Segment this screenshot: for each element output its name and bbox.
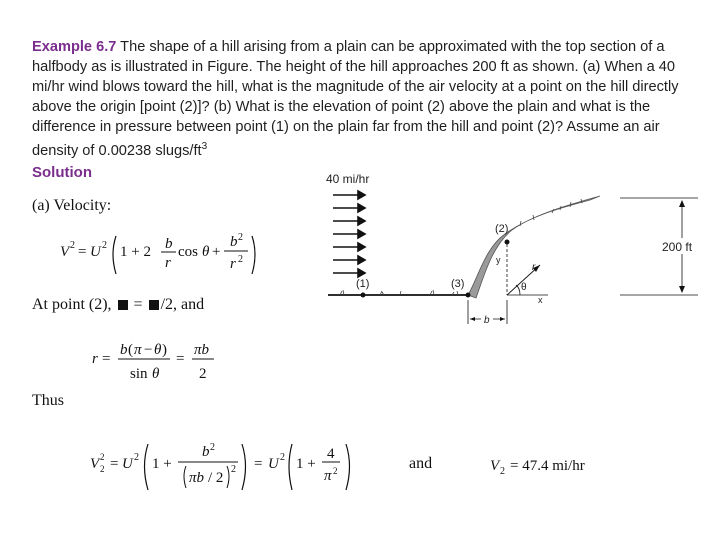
svg-text:= 47.4 mi/hr: = 47.4 mi/hr	[510, 458, 585, 474]
result-equation	[488, 450, 618, 480]
svg-text:4: 4	[327, 446, 335, 462]
x-label: x	[538, 295, 543, 305]
point2-eq: =	[133, 296, 143, 313]
svg-text:θ: θ	[154, 342, 162, 358]
problem-statement	[32, 37, 697, 161]
wind-arrows	[333, 191, 365, 277]
svg-text:=: =	[110, 456, 119, 472]
svg-text:=: =	[176, 351, 185, 367]
y-label: y	[496, 255, 501, 265]
point-2-label: (2)	[495, 223, 509, 235]
theta-label: θ	[521, 282, 527, 293]
svg-text:2: 2	[238, 254, 243, 265]
pi-symbol-icon	[149, 300, 159, 310]
radius-equation	[90, 334, 240, 388]
svg-text:+: +	[212, 244, 221, 260]
svg-text:r: r	[92, 351, 98, 367]
svg-text:2: 2	[231, 464, 236, 475]
svg-text:2: 2	[100, 464, 105, 474]
point2-prefix: At point (2),	[32, 296, 112, 313]
svg-text:2: 2	[500, 466, 505, 477]
svg-text:V: V	[90, 456, 100, 472]
point-1-dot	[361, 293, 366, 298]
and-word: and	[409, 455, 433, 472]
svg-text:=: =	[102, 351, 111, 367]
svg-text:U: U	[268, 456, 279, 472]
svg-text:2: 2	[238, 232, 243, 243]
svg-text:2: 2	[70, 240, 75, 251]
svg-text:b: b	[120, 342, 128, 358]
svg-text:U: U	[122, 456, 133, 472]
svg-text:b: b	[202, 444, 210, 460]
svg-text:θ: θ	[202, 244, 210, 260]
svg-text:πb: πb	[194, 342, 210, 358]
point-1-label: (1)	[356, 278, 370, 290]
point2-line	[32, 296, 204, 314]
theta-symbol-icon	[118, 300, 128, 310]
height-label: 200 ft	[662, 240, 693, 254]
svg-text:2: 2	[210, 442, 215, 453]
wind-label: 40 mi/hr	[326, 172, 370, 186]
r-label: r	[532, 262, 536, 273]
problem-text: The shape of a hill arising from a plain can be approximated with the top section of a halfbody as is illustrated in Figure. The height of the hill approaches 200 ft as shown. (a) When a 40 mi/hr wind blows toward the hill, what is the magnitude of the air velocity at a point on the hill directly above the origin [point (2)]? (b) What is the elevation of point (2) above the plain and what is the difference in pressure between point (1) on the plain far from the hill and point (2)? Assume an air density of 0.00238 slugs/ft	[32, 39, 679, 159]
svg-text:=: =	[254, 456, 263, 472]
part-a-label: (a) Velocity:	[32, 197, 112, 214]
svg-text:2: 2	[333, 466, 338, 476]
svg-text:/ 2: / 2	[208, 470, 224, 486]
svg-text:b: b	[165, 236, 173, 252]
svg-text:=: =	[78, 244, 87, 260]
velocity-equation	[58, 226, 268, 282]
point-3-label: (3)	[451, 278, 465, 290]
svg-text:2: 2	[134, 452, 139, 463]
exponent: 3	[201, 141, 208, 152]
svg-text:πb: πb	[189, 470, 205, 486]
svg-text:b: b	[230, 234, 238, 250]
svg-text:(: (	[128, 342, 133, 358]
svg-text:cos: cos	[178, 244, 198, 260]
svg-text:π: π	[134, 342, 142, 358]
solution-title: Solution	[32, 164, 92, 181]
svg-text:): )	[162, 342, 167, 358]
svg-text:π: π	[324, 468, 332, 484]
svg-text:sin: sin	[130, 366, 148, 382]
point2-suffix: /2, and	[160, 296, 205, 313]
svg-text:2: 2	[199, 366, 207, 382]
svg-text:U: U	[90, 244, 101, 260]
svg-text:V: V	[490, 458, 500, 474]
svg-text:2: 2	[280, 452, 285, 463]
svg-text:V: V	[60, 244, 70, 260]
point-3-dot	[466, 293, 471, 298]
svg-text:1 +: 1 +	[296, 456, 316, 472]
final-equation	[88, 436, 368, 494]
hill-figure	[320, 168, 715, 333]
point-2-dot	[505, 240, 510, 245]
svg-text:θ: θ	[152, 366, 160, 382]
svg-text:1 +: 1 +	[152, 456, 172, 472]
svg-text:r: r	[230, 256, 236, 272]
thus-label: Thus	[32, 392, 64, 409]
svg-text:1 + 2: 1 + 2	[120, 244, 151, 260]
svg-text:−: −	[144, 342, 153, 358]
example-label: Example 6.7	[32, 39, 117, 55]
svg-text:2: 2	[100, 452, 105, 462]
svg-text:r: r	[165, 255, 171, 271]
hill-body	[468, 196, 600, 298]
svg-text:2: 2	[102, 240, 107, 251]
b-label: b	[484, 315, 490, 326]
